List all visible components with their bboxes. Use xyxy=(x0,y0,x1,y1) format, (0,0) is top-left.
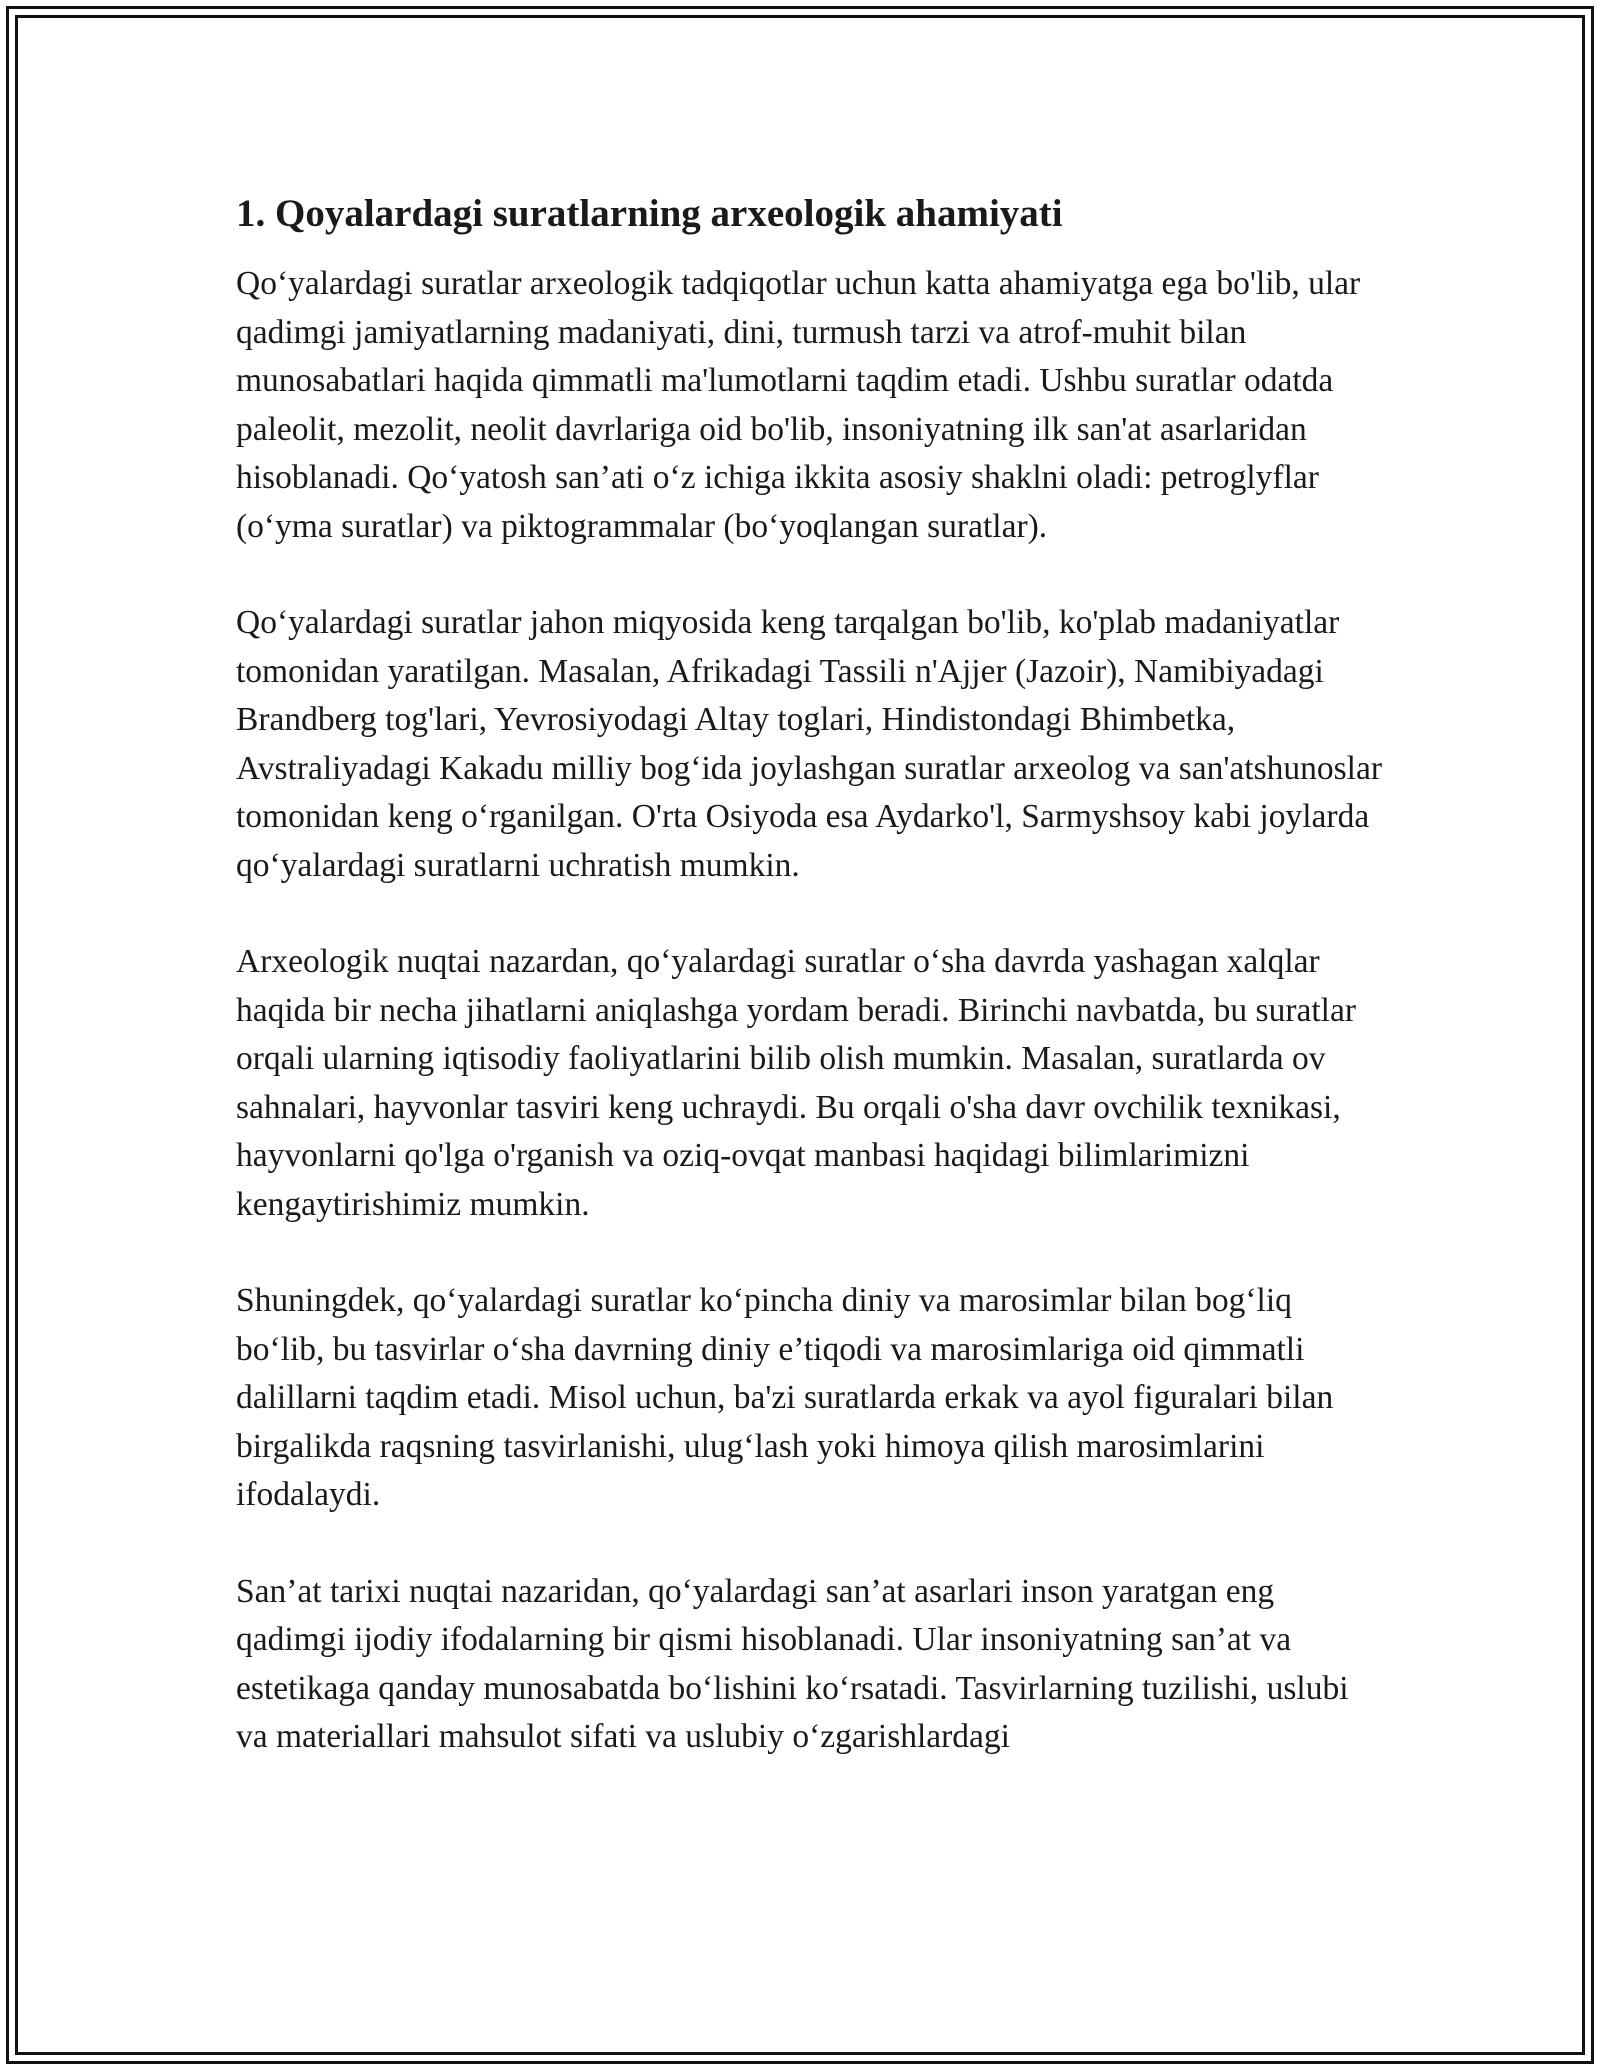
paragraph-5: San’at tarixi nuqtai nazaridan, qo‘yalardagi san’at asarlari inson yaratgan eng qadimgi ijodiy ifodalarning bir qismi hisoblanadi. Ular insoniyatning san’at va estetikaga qanday munosabatda bo‘lishini ko‘rsatadi. Tasvirlarning tuzilishi, uslubi va materiallari mahsulot sifati va uslubiy o‘zgarishlardagi xyxy=(236,1572,1349,1755)
paragraph-1: Qo‘yalardagi suratlar arxeologik tadqiqotlar uchun katta ahamiyatga ega bo'lib, ular qadimgi jamiyatlarning madaniyati, dini, turmush tarzi va atrof-muhit bilan munosabatlari haqida qimmatli ma'lumotlarni taqdim etadi. Ushbu suratlar odatda paleolit, mezolit, neolit davrlariga oid bo'lib, insoniyatning ilk san'at asarlaridan hisoblanadi. Qo‘yatosh san’ati o‘z ichiga ikkita asosiy shaklni oladi: petroglyflar (o‘yma suratlar) va piktogrammalar (bo‘yoqlangan suratlar). xyxy=(236,265,1361,545)
paragraph-4: Shuningdek, qo‘yalardagi suratlar ko‘pincha diniy va marosimlar bilan bog‘liq bo‘lib, bu tasvirlar o‘sha davrning diniy e’tiqodi va marosimlariga oid qimmatli dalillarni taqdim etadi. Misol uchun, ba'zi suratlarda erkak va ayol figuralari bilan birgalikda raqsning tasvirlanishi, ulug‘lash yoki himoya qilish marosimlarini ifodalaydi. xyxy=(236,1282,1334,1513)
document-body xyxy=(236,186,1386,1810)
paragraph-2: Qo‘yalardagi suratlar jahon miqyosida keng tarqalgan bo'lib, ko'plab madaniyatlar tomonidan yaratilgan. Masalan, Afrikadagi Tassili n'Ajjer (Jazoir), Namibiyadagi Brandberg tog'lari, Yevrosiyodagi Altay toglari, Hindistondagi Bhimbetka, Avstraliyadagi Kakadu milliy bog‘ida joylashgan suratlar arxeolog va san'atshunoslar tomonidan keng o‘rganilgan. O'rta Osiyoda esa Aydarko'l, Sarmyshsoy kabi joylarda qo‘yalardagi suratlarni uchratish mumkin. xyxy=(236,604,1382,884)
section-heading: 1. Qoyalardagi suratlarning arxeologik ahamiyati xyxy=(236,192,1063,235)
paragraph-3: Arxeologik nuqtai nazardan, qo‘yalardagi suratlar o‘sha davrda yashagan xalqlar haqida bir necha jihatlarni aniqlashga yordam beradi. Birinchi navbatda, bu suratlar orqali ularning iqtisodiy faoliyatlarini bilib olish mumkin. Masalan, suratlarda ov sahnalari, hayvonlar tasviri keng uchraydi. Bu orqali o'sha davr ovchilik texnikasi, hayvonlarni qo'lga o'rganish va oziq-ovqat manbasi haqidagi bilimlarimizni kengaytirishimiz mumkin. xyxy=(236,943,1356,1223)
